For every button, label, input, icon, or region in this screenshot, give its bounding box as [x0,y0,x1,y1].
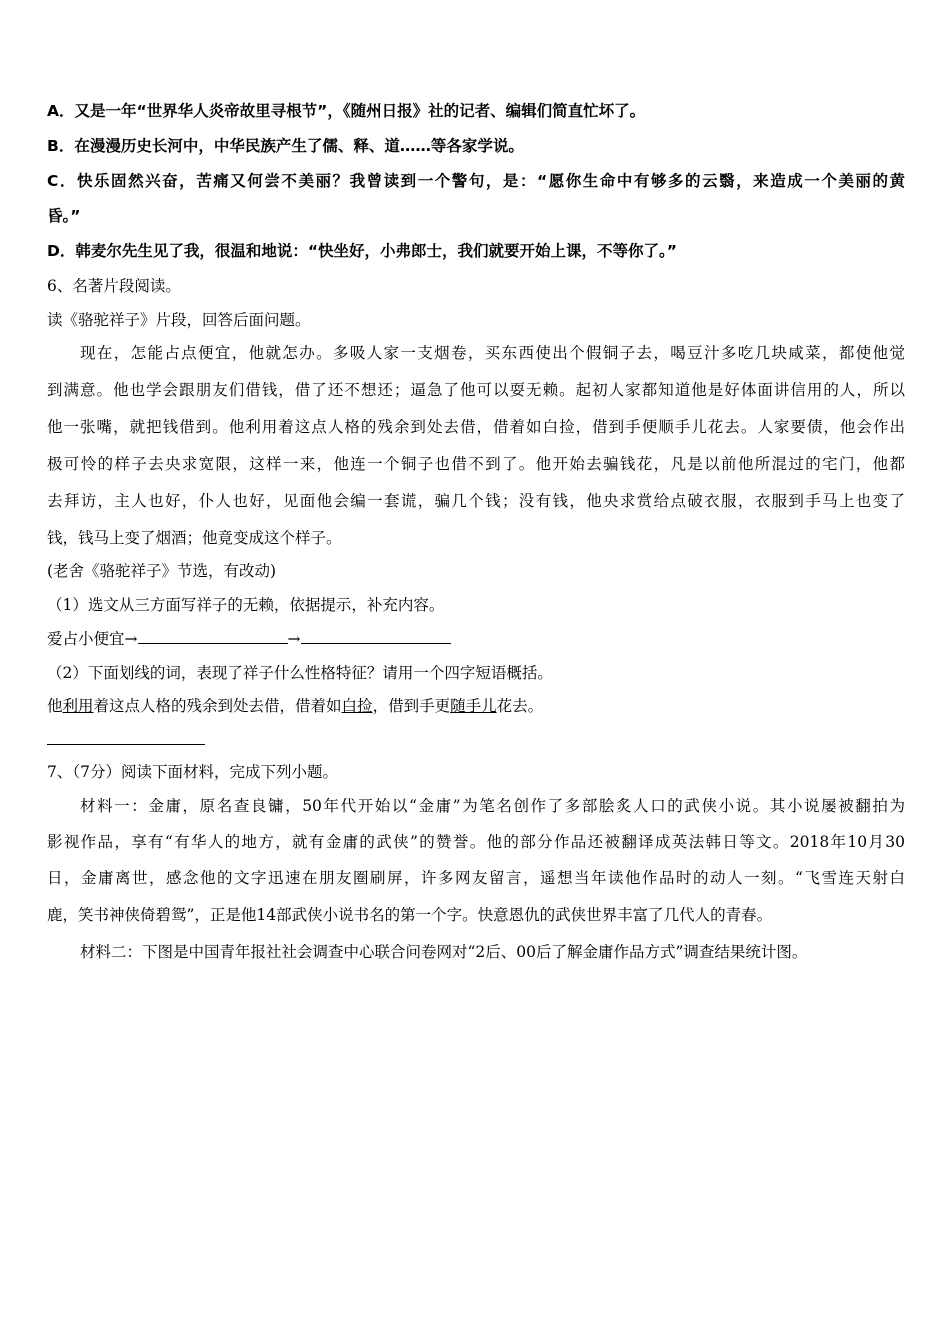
passage-source: (老舍《骆驼祥子》节选，有改动) [47,562,277,580]
material1-line: 材料一：金庸，原名查良镛，50年代开始以“金庸”为笔名创作了多部脍炙人口的武侠小说。其小说屡被翻拍为 [80,797,905,815]
material1-line: 影视作品，享有“有华人的地方，就有金庸的武侠”的赞誉。他的部分作品还被翻译成英法韩日等文。2018年10月30 [47,833,905,851]
text: 他 [47,697,63,715]
material1-line: 鹿，笑书神侠倚碧鸳”，正是他14部武侠小说书名的第一个字。快意恩仇的武侠世界丰富了几代人的青春。 [47,906,773,924]
sub-question-1-answer-row [47,629,451,649]
underlined-word: 随手儿 [450,697,497,715]
passage-line: 到满意。他也学会跟朋友们借钱，借了还不想还；逼急了他可以耍无赖。起初人家都知道他是好体面讲信用的人，所以 [47,381,905,399]
passage-line: 极可怜的样子去央求宽限，这样一来，他连一个铜子也借不到了。他开始去骗钱花，凡是以前他所混过的宅门，他都 [47,455,905,473]
answer-blank-2[interactable] [301,629,451,644]
option-b: B．在漫漫历史长河中，中华民族产生了儒、释、道……等各家学说。 [47,137,524,155]
q7-title: 7、（7分）阅读下面材料，完成下列小题。 [47,763,338,781]
passage-line: 钱，钱马上变了烟酒；他竟变成这个样子。 [47,529,342,547]
material2: 材料二：下图是中国青年报社社会调查中心联合问卷网对“2后、00后了解金庸作品方式”调查结果统计图。 [80,943,808,961]
q6-intro: 读《骆驼祥子》片段，回答后面问题。 [47,311,311,329]
option-a: A．又是一年“世界华人炎帝故里寻根节”，《随州日报》社的记者、编辑们简直忙坏了。 [47,102,646,120]
passage-line: 他一张嘴，就把钱借到。他利用着这点人格的残余到处去借，借着如白捡，借到手便顺手儿花去。人家要债，他会作出 [47,418,905,436]
arrow-icon: → [124,630,138,648]
prompt-label: 爱占小便宜 [47,630,125,648]
material1-line: 日，金庸离世，感念他的文字迅速在朋友圈刷屏，许多网友留言，遥想当年读他作品时的动人一刻。“飞雪连天射白 [47,869,905,887]
passage-line: 现在，怎能占点便宜，他就怎办。多吸人家一支烟卷，买东西使出个假铜子去，喝豆汁多吃几块咸菜，都使他觉 [80,344,905,362]
arrow-icon: → [287,630,301,648]
underlined-word: 白捡 [341,697,373,715]
passage-line: 去拜访，主人也好，仆人也好，见面他会编一套谎，骗几个钱；没有钱，他央求赏给点破衣服，衣服到手马上也变了 [47,492,905,510]
answer-blank-1[interactable] [138,629,288,644]
option-d: D．韩麦尔先生见了我，很温和地说：“快坐好，小弗郎士，我们就要开始上课，不等你了。” [47,242,677,260]
sub-question-1: （1）选文从三方面写祥子的无赖，依据提示，补充内容。 [47,596,445,614]
answer-line[interactable] [47,744,205,745]
q6-title: 6、名著片段阅读。 [47,277,181,295]
option-c-line2: 昏。” [47,207,81,225]
option-c-line1: C．快乐固然兴奋，苦痛又何尝不美丽？我曾读到一个警句，是：“愿你生命中有够多的云翳，来造成一个美丽的黄 [47,172,905,190]
sub-question-2: （2）下面划线的词，表现了祥子什么性格特征？请用一个四字短语概括。 [47,664,553,682]
underlined-word: 利用 [62,697,94,715]
sub-question-2-sentence [47,696,543,716]
text: 着这点人格的残余到处去借，借着如 [93,697,342,715]
text: 花去。 [496,697,544,715]
text: ，借到手更 [372,697,451,715]
